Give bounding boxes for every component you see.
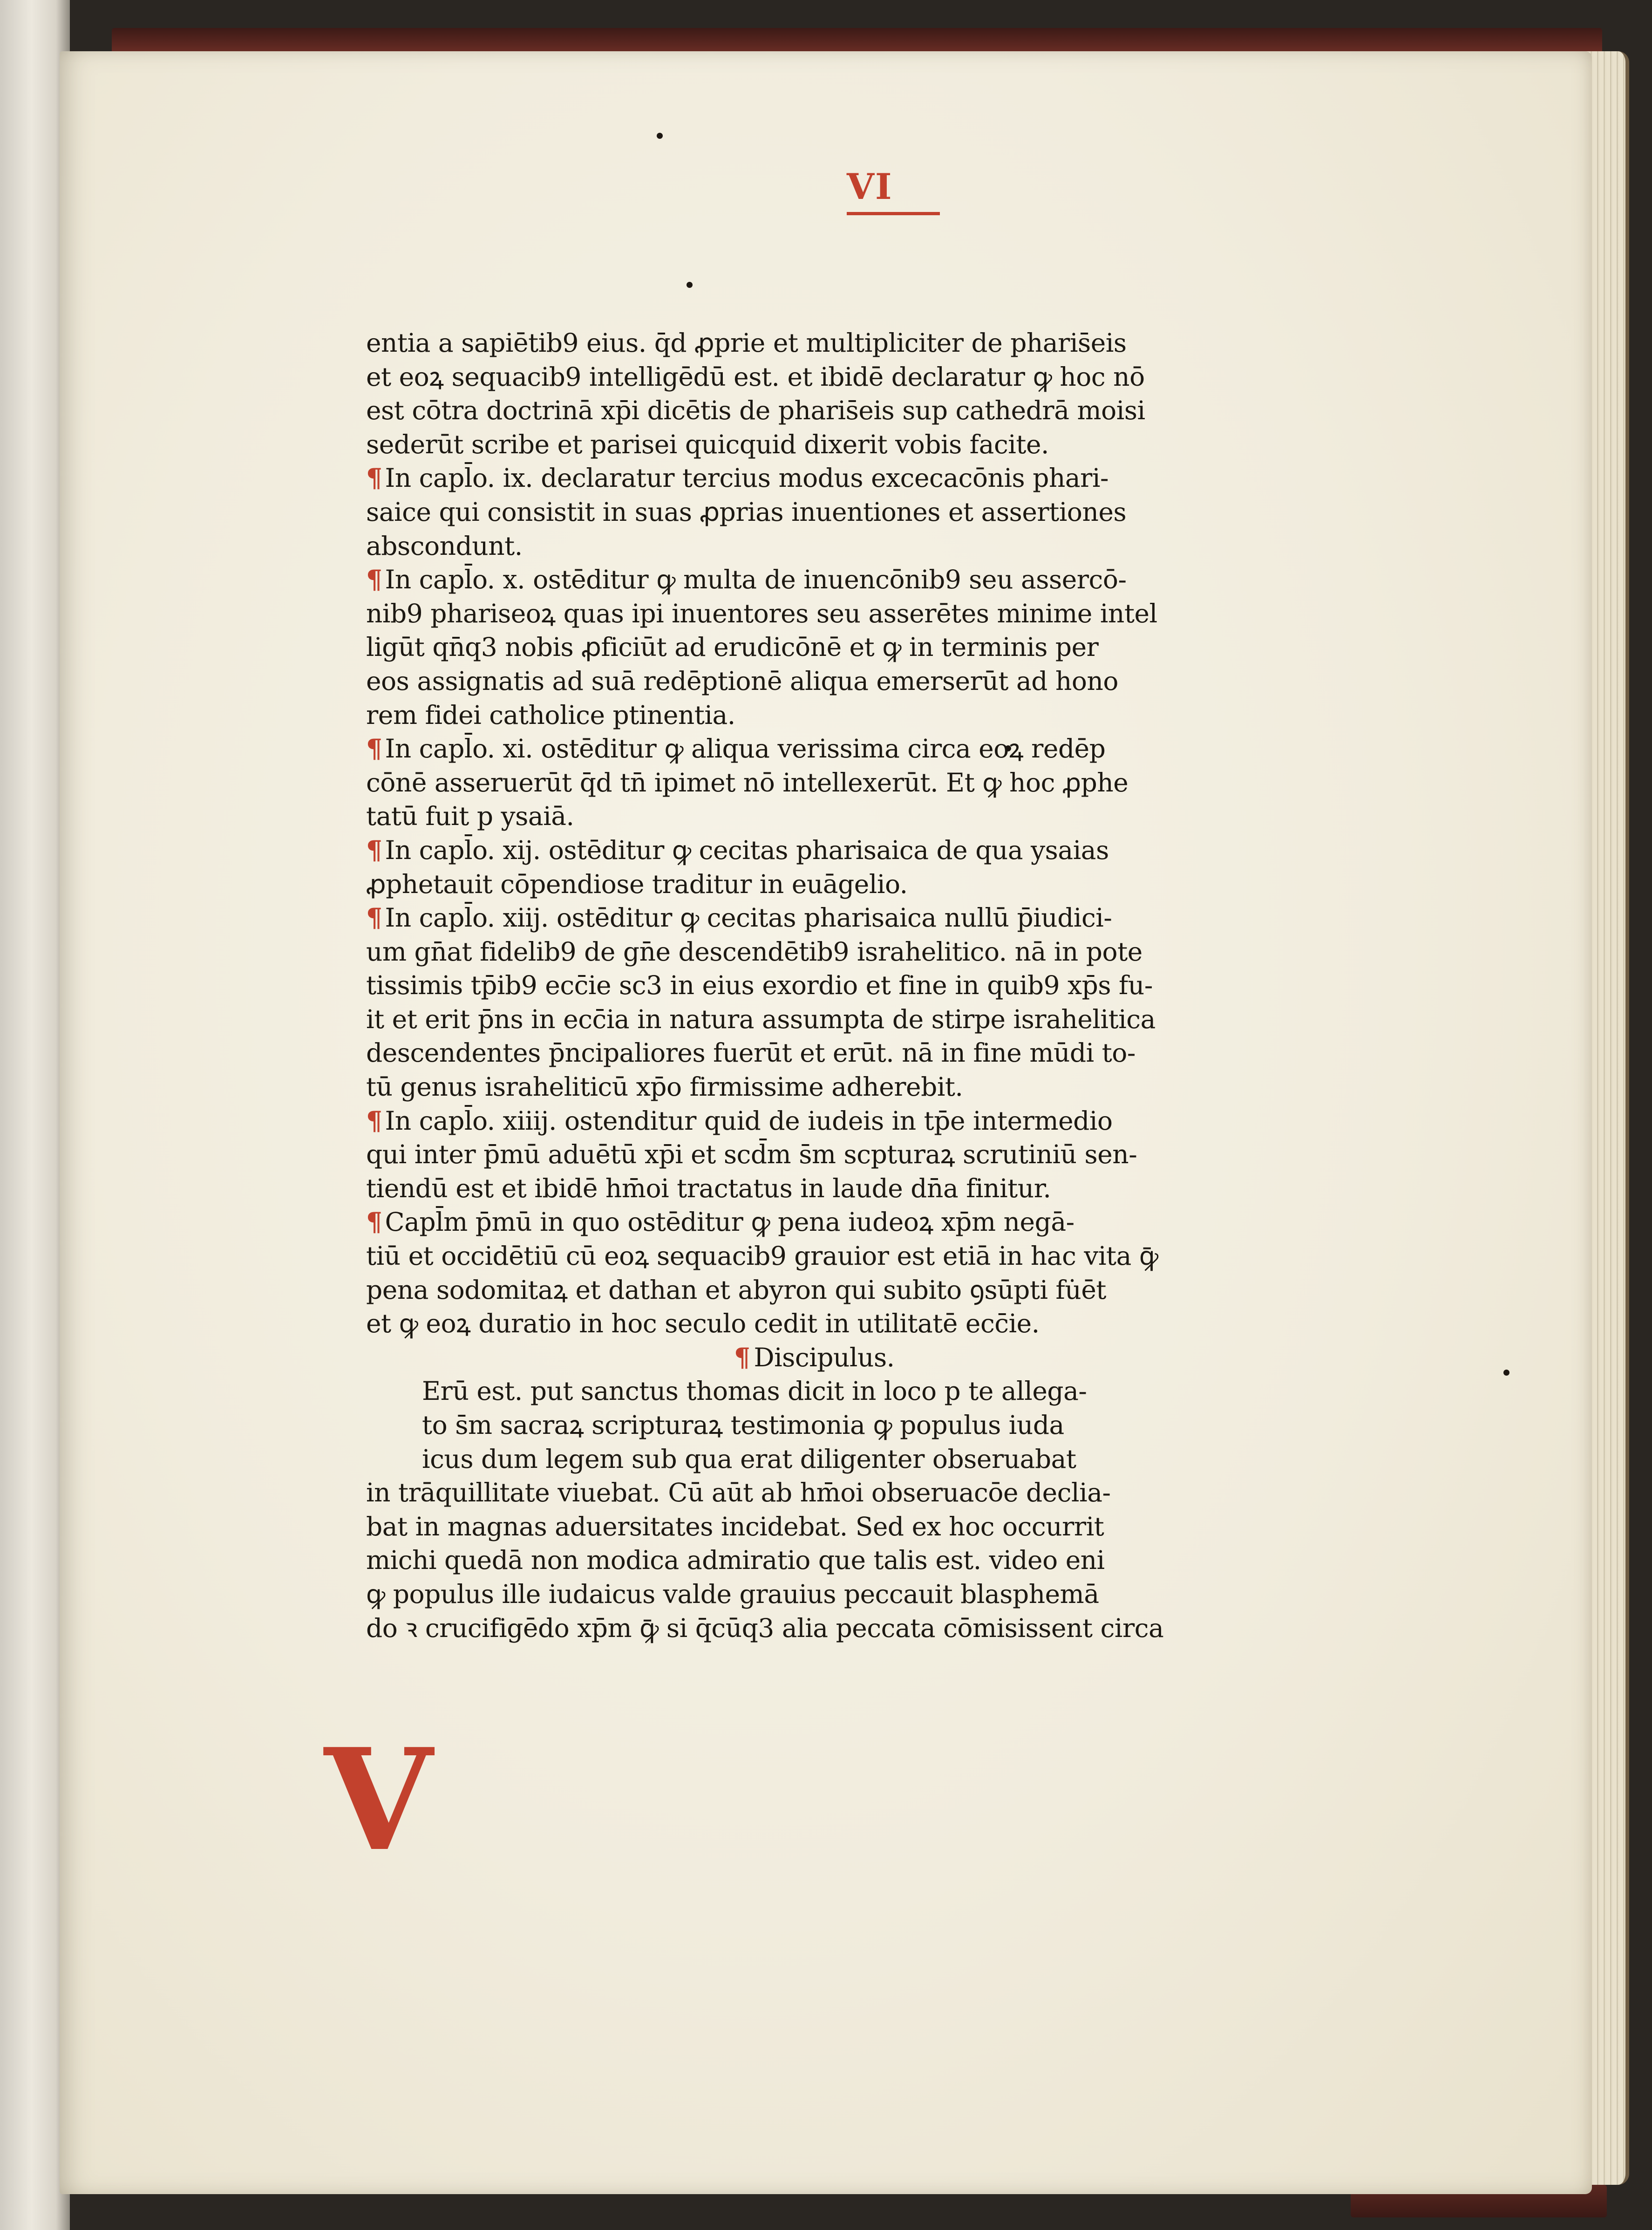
line-text: rem fidei catholice ptinentia. (366, 700, 735, 730)
body-line: bat in magnas aduersitates incidebat. Sed ex hoc occurrit (366, 1511, 1104, 1541)
text-line (366, 495, 1218, 529)
section-heading (366, 1341, 1218, 1375)
text-line (366, 1239, 1218, 1273)
ink-speck (657, 133, 663, 139)
body-line: in trāquillitate viuebat. Cū aūt ab hm̄oi obseruacōe declia- (366, 1478, 1111, 1508)
line-text: et ꝙ eoꝝ duratio in hoc seculo cedit in utilitatē ecc̄ie. (366, 1309, 1040, 1339)
table-of-contents-lines (366, 326, 1218, 1341)
text-line (366, 732, 1218, 766)
text-line (366, 664, 1218, 698)
line-text: cōnē asseruerūt q̄d tn̄ ipimet nō intellexerūt. Et ꝙ hoc ꝓphe (366, 767, 1129, 798)
line-text: Capl̄m p̄mū in quo ostēditur ꝙ pena iudeoꝝ xp̄m negā- (385, 1207, 1074, 1237)
line-text: In capl̄o. x. ostēditur ꝙ multa de inuencōnib9 seu assercō- (385, 565, 1127, 595)
line-text: tissimis tp̄ib9 ecc̄ie sc3 in eius exordio et fine in quib9 xp̄s fu- (366, 970, 1153, 1001)
text-line (366, 799, 1218, 833)
line-text: tiendū est et ibidē hm̄oi tractatus in laude dn̄a finitur. (366, 1173, 1051, 1203)
body-text (366, 1374, 1218, 1645)
body-line: Erū est. put sanctus thomas dicit in loco p te allega- (422, 1376, 1087, 1406)
line-text: saice qui consistit in suas ꝓprias inuentiones et assertiones (366, 497, 1127, 527)
text-line (366, 867, 1218, 901)
text-line (366, 901, 1218, 935)
line-text: abscondunt. (366, 531, 523, 561)
ink-speck (687, 282, 693, 288)
text-line (366, 935, 1218, 969)
body-line: to s̄m sacraꝝ scripturaꝝ testimonia ꝙ populus iuda (422, 1410, 1064, 1440)
paragraph-mark: ¶ (366, 733, 382, 764)
line-text: est cōtra doctrinā xp̄i dicētis de pharis̄eis sup cathedrā moisi (366, 396, 1145, 426)
text-line (366, 394, 1218, 428)
paragraph-mark: ¶ (366, 564, 382, 595)
line-text: eos assignatis ad suā redēptionē aliqua emerserūt ad hono (366, 666, 1119, 696)
line-text: ligūt qn̄q3 nobis ꝓficiūt ad erudicōnē et ꝙ in terminis per (366, 632, 1099, 662)
paragraph-mark: ¶ (366, 834, 382, 865)
text-line (366, 968, 1218, 1002)
heading-text: Discipulus. (754, 1342, 895, 1372)
line-text: In capl̄o. xi. ostēditur ꝙ aliqua verissima circa eoꝝ redēp (385, 734, 1106, 764)
line-text: descendentes p̄ncipaliores fuerūt et erūt. nā in fine mūdi to- (366, 1038, 1135, 1068)
text-line (366, 1070, 1218, 1104)
line-text: sederūt scribe et parisei quicquid dixerit vobis facite. (366, 429, 1049, 459)
line-text: In capl̄o. ix. declaratur tercius modus excecacōnis phari- (385, 463, 1109, 493)
text-line (366, 766, 1218, 800)
decorated-initial: V (324, 1718, 433, 1882)
line-text: um gn̄at fidelib9 de gn̄e descendētib9 israhelitico. nā in pote (366, 936, 1142, 967)
text-line (366, 461, 1218, 495)
line-text: et eoꝝ sequacib9 intelligēdū est. et ibidē declaratur ꝙ hoc nō (366, 361, 1145, 392)
paragraph-mark: ¶ (366, 902, 382, 933)
line-text: tiū et occidētiū cū eoꝝ sequacib9 grauior est etiā in hac vita ꝙ̄ (366, 1241, 1158, 1271)
text-line (366, 698, 1218, 732)
line-text: it et erit p̄ns in ecc̄ia in natura assumpta de stirpe israhelitica (366, 1004, 1156, 1034)
text-line (366, 1205, 1218, 1239)
line-text: In capl̄o. xij. ostēditur ꝙ cecitas pharisaica de qua ysaias (385, 835, 1109, 865)
text-line (366, 1104, 1218, 1138)
text-line (366, 1138, 1218, 1172)
text-line (366, 1273, 1218, 1307)
text-line (366, 1036, 1218, 1070)
ink-speck (1503, 1370, 1509, 1376)
line-text: In capl̄o. xiij. ostēditur ꝙ cecitas pharisaica nullū p̄iudici- (385, 903, 1112, 933)
heading-mark: ¶ (734, 1342, 750, 1372)
body-line: michi quedā non modica admiratio que talis est. video eni (366, 1545, 1105, 1575)
text-line (366, 1172, 1218, 1206)
paragraph-mark: ¶ (366, 463, 382, 493)
text-line (366, 833, 1218, 867)
text-line (366, 529, 1218, 563)
text-line (366, 326, 1218, 360)
line-text: tatū fuit p ysaiā. (366, 801, 574, 832)
line-text: ꝓphetauit cōpendiose traditur in euāgelio. (366, 869, 908, 899)
text-line (366, 360, 1218, 394)
line-text: nib9 phariseoꝝ quas ipi inuentores seu asserētes minime intel (366, 598, 1157, 628)
line-text: In capl̄o. xiiij. ostenditur quid de iudeis in tp̄e intermedio (385, 1105, 1113, 1136)
paragraph-mark: ¶ (366, 1207, 382, 1237)
line-text: tū genus israheliticū xp̄o firmissime adherebit. (366, 1072, 963, 1102)
line-text: qui inter p̄mū aduētū xp̄i et scd̄m s̄m scpturaꝝ scrutiniū sen- (366, 1139, 1137, 1170)
text-line (366, 428, 1218, 462)
folio-number: VI (847, 170, 940, 215)
text-line (366, 630, 1218, 664)
text-line (366, 563, 1218, 597)
body-line: icus dum legem sub qua erat diligenter obseruabat (422, 1444, 1076, 1474)
text-line (366, 597, 1218, 631)
text-column (324, 326, 1218, 1882)
text-line (366, 1002, 1218, 1037)
paragraph-mark: ¶ (366, 1105, 382, 1136)
line-text: entia a sapiētib9 eius. q̄d ꝓprie et multipliciter de pharis̄eis (366, 328, 1127, 358)
body-line: do ꝛ crucifigēdo xp̄m ꝙ̄ si q̄cūq3 alia peccata cōmisissent circa (366, 1613, 1164, 1643)
line-text: pena sodomitaꝝ et dathan et abyron qui subito ꝯsūpti fu̇ēt (366, 1275, 1106, 1305)
body-line: ꝙ populus ille iudaicus valde grauius peccauit blasphemā (366, 1579, 1099, 1609)
text-line (366, 1307, 1218, 1341)
